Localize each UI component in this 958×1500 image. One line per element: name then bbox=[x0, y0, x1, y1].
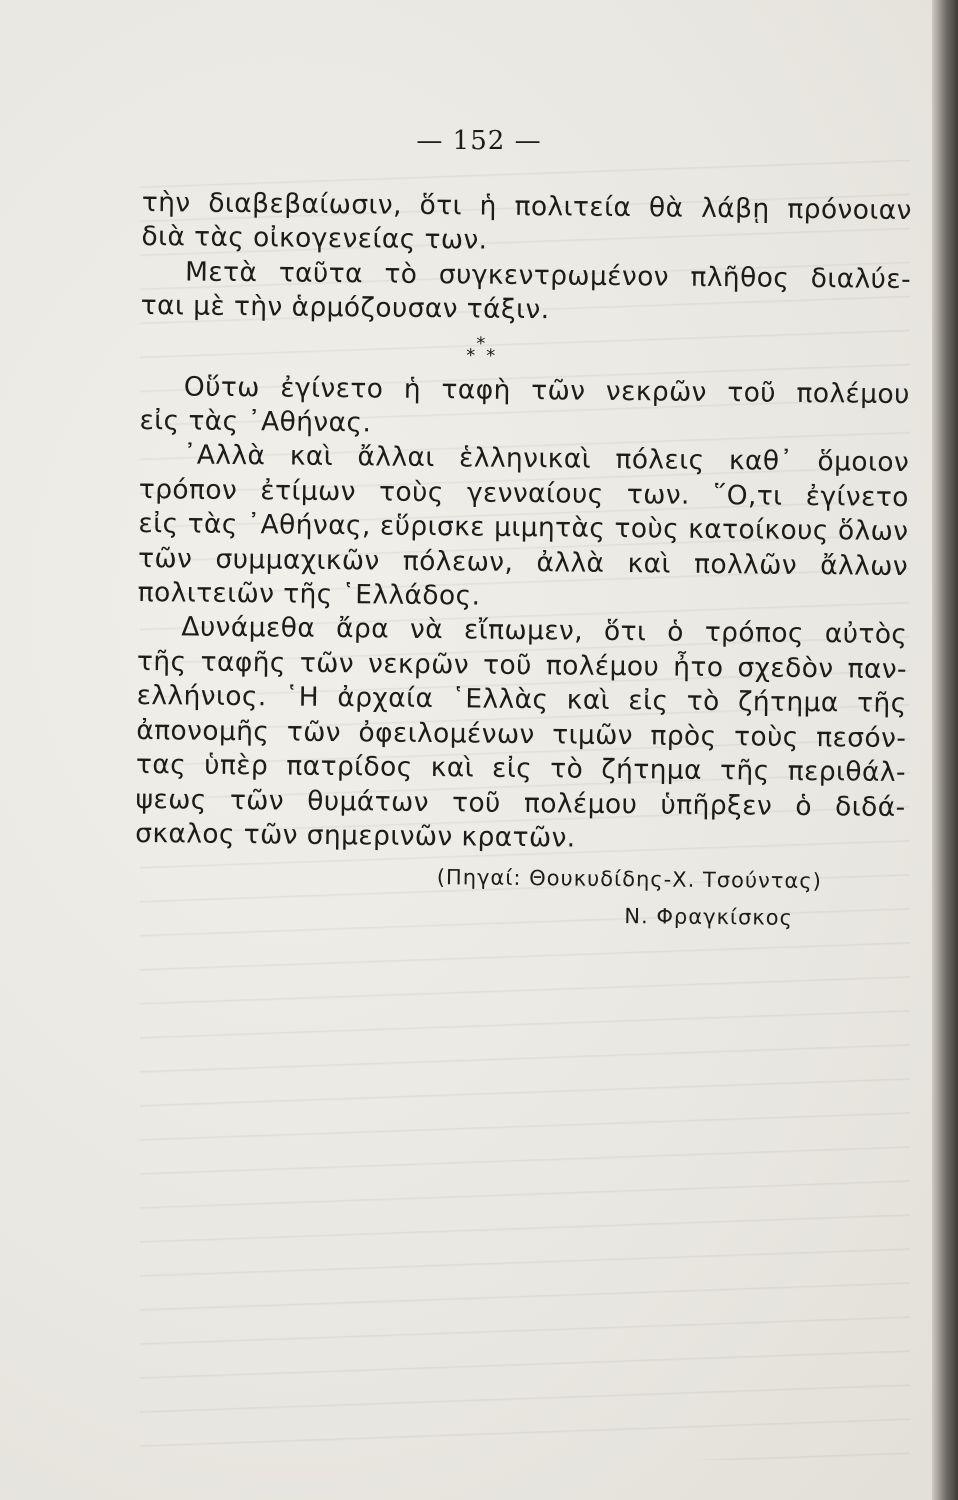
text-line: ται μὲ τὴν ἁρμόζουσαν τάξιν. bbox=[140, 290, 550, 326]
section-separator bbox=[140, 324, 910, 378]
text-line: Δυνάμεθα ἄρα νὰ εἴπωμεν, ὅτι ὁ τρόπος αὐτὸς bbox=[181, 611, 908, 651]
text-line: Μετὰ ταῦτα τὸ συγκεντρωμένον πλῆθος διαλύε- bbox=[184, 256, 912, 295]
author-signature: Ν. Φραγκίσκος bbox=[624, 904, 794, 931]
text-line: Οὕτω ἐγίνετο ἡ ταφὴ τῶν νεκρῶν τοῦ πολέμου bbox=[183, 371, 911, 410]
separator-star: * bbox=[486, 345, 496, 367]
page-edge-shadow bbox=[932, 0, 958, 1500]
text-line: σκαλος τῶν σημερινῶν κρατῶν. bbox=[135, 817, 576, 854]
source-citation: (Πηγαί: Θουκυδίδης-Χ. Τσούντας) bbox=[436, 865, 822, 894]
text-line: ἀπονομῆς τῶν ὀφειλομένων τιμῶν πρὸς τοὺς πεσόν- bbox=[136, 714, 907, 754]
text-line: τας ὑπὲρ πατρίδος καὶ εἰς τὸ ζήτημα τῆς περιθάλ- bbox=[135, 749, 907, 789]
text-line: εἰς τὰς ᾿Αθήνας. bbox=[139, 405, 372, 439]
separator-star: * bbox=[466, 345, 476, 367]
text-line: πολιτειῶν τῆς ῾Ελλάδος. bbox=[137, 577, 481, 612]
body-text bbox=[134, 186, 912, 939]
text-line: ψεως τῶν θυμάτων τοῦ πολέμου ὑπῆρξεν ὁ διδά- bbox=[135, 783, 906, 823]
text-line: τῆς ταφῆς τῶν νεκρῶν τοῦ πολέμου ἦτο σχεδὸν παν- bbox=[136, 645, 908, 685]
text-line: τρόπον ἐτίμων τοὺς γενναίους των. ῞Ο,τι ἐγίνετο bbox=[138, 473, 909, 513]
text-line: ᾿Αλλὰ καὶ ἄλλαι ἑλληνικαὶ πόλεις καθ᾿ ὅμοιον bbox=[183, 439, 910, 479]
text-line: εἰς τὰς ᾿Αθήνας, εὕρισκε μιμητὰς τοὺς κατοίκους ὅλων bbox=[138, 508, 909, 548]
text-line: διὰ τὰς οἰκογενείας των. bbox=[141, 221, 488, 257]
text-line: τῶν συμμαχικῶν πόλεων, ἀλλὰ καὶ πολλῶν ἄλλων bbox=[137, 542, 909, 582]
separator-star: * bbox=[476, 333, 486, 355]
text-line: τὴν διαβεβαίωσιν, ὅτι ἡ πολιτεία θὰ λάβῃ πρόνοιαν bbox=[141, 186, 912, 227]
page-number: — 152 — bbox=[416, 126, 542, 156]
text-line: ελλήνιος. ῾Η ἀρχαία ῾Ελλὰς καὶ εἰς τὸ ζήτημα τῆς bbox=[136, 680, 907, 720]
